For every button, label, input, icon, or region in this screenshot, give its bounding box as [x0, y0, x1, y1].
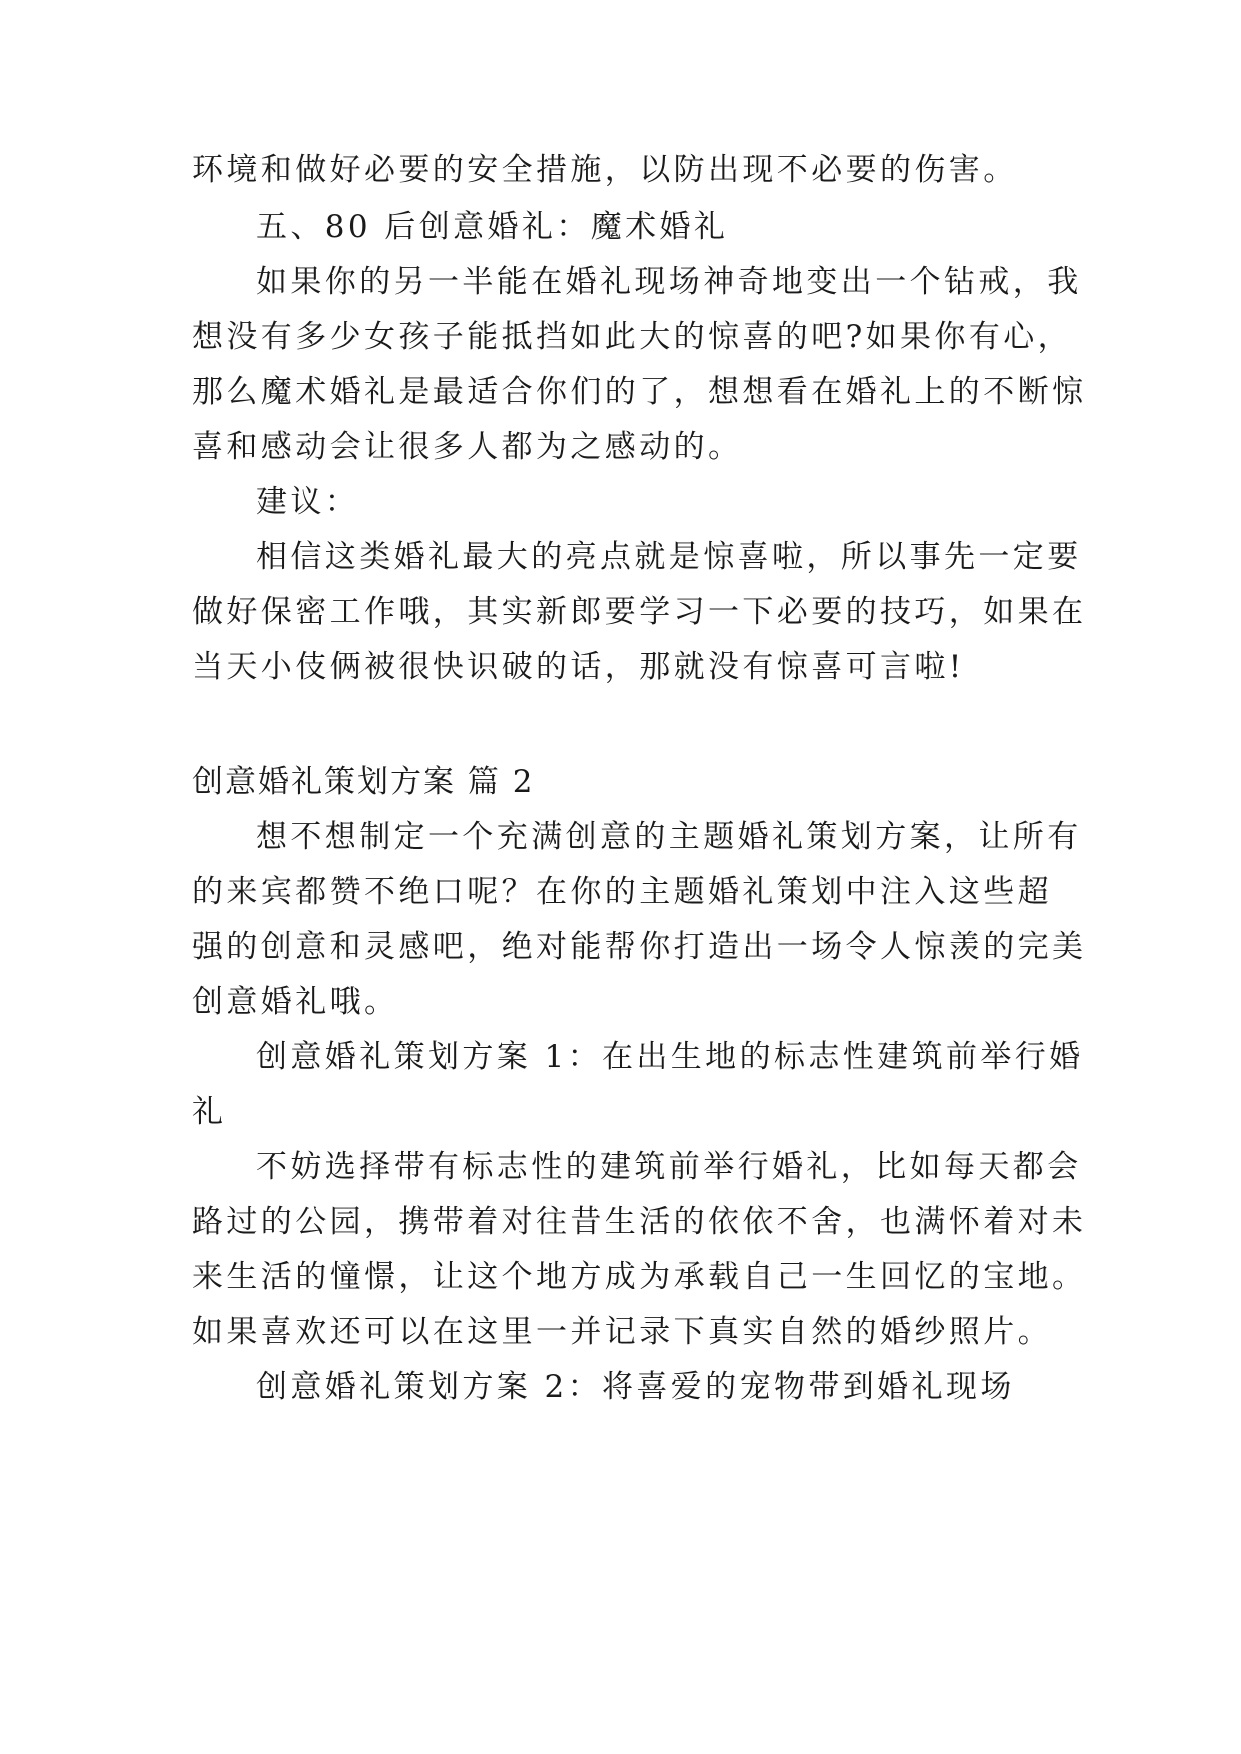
subheading-suggestion: 建议： [256, 484, 360, 520]
paragraph-line: 不妨选择带有标志性的建筑前举行婚礼，比如每天都会 [256, 1149, 1082, 1185]
paragraph-line: 那么魔术婚礼是最适合你们的了，想想看在婚礼上的不断惊 [192, 374, 1087, 410]
paragraph-line: 喜和感动会让很多人都为之感动的。 [192, 429, 743, 465]
paragraph-line: 如果喜欢还可以在这里一并记录下真实自然的婚纱照片。 [192, 1314, 1052, 1350]
paragraph-line: 路过的公园，携带着对往昔生活的依依不舍，也满怀着对未 [192, 1204, 1087, 1240]
paragraph-line: 做好保密工作哦，其实新郎要学习一下必要的技巧，如果在 [192, 594, 1087, 630]
paragraph-line: 来生活的憧憬，让这个地方成为承载自己一生回忆的宝地。 [192, 1259, 1087, 1295]
section-heading: 五、80 后创意婚礼：魔术婚礼 [256, 209, 729, 245]
plan-heading-continued: 礼 [192, 1094, 227, 1130]
chapter-title: 创意婚礼策划方案 篇 2 [192, 764, 535, 800]
paragraph-line: 相信这类婚礼最大的亮点就是惊喜啦，所以事先一定要 [256, 539, 1082, 575]
paragraph-line: 想没有多少女孩子能抵挡如此大的惊喜的吧?如果你有心， [192, 319, 1073, 355]
paragraph-line: 强的创意和灵感吧，绝对能帮你打造出一场令人惊羡的完美 [192, 929, 1087, 965]
paragraph-line: 环境和做好必要的安全措施，以防出现不必要的伤害。 [192, 152, 1018, 188]
plan-heading: 创意婚礼策划方案 1：在出生地的标志性建筑前举行婚 [256, 1039, 1084, 1075]
plan-heading: 创意婚礼策划方案 2：将喜爱的宠物带到婚礼现场 [256, 1369, 1015, 1405]
paragraph-line: 创意婚礼哦。 [192, 984, 399, 1020]
paragraph-line: 当天小伎俩被很快识破的话，那就没有惊喜可言啦! [192, 649, 965, 685]
paragraph-line: 如果你的另一半能在婚礼现场神奇地变出一个钻戒，我 [256, 264, 1082, 300]
paragraph-line: 的来宾都赞不绝口呢？在你的主题婚礼策划中注入这些超 [192, 874, 1052, 910]
paragraph-line: 想不想制定一个充满创意的主题婚礼策划方案，让所有 [256, 819, 1082, 855]
